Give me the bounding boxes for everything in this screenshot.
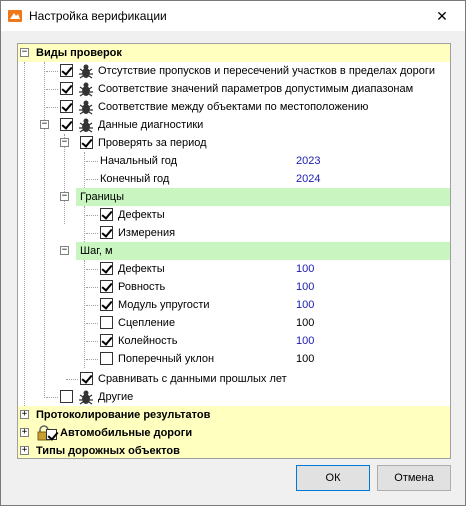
end-year-row[interactable]	[18, 170, 450, 188]
tree-guide-line	[46, 71, 58, 72]
bug-icon	[78, 117, 94, 133]
step-item-value[interactable]: 100	[296, 263, 315, 275]
settings-app-icon	[7, 8, 23, 24]
check-diagnostics-checkbox[interactable]	[60, 118, 73, 131]
close-button[interactable]: ✕	[436, 8, 448, 24]
expand-toggle[interactable]: +	[21, 445, 28, 455]
bounds-measures-checkbox[interactable]	[100, 226, 113, 239]
start-year-label: Начальный год	[100, 155, 178, 167]
bounds-measures-label: Измерения	[118, 227, 176, 239]
collapse-toggle[interactable]: −	[61, 245, 68, 255]
check-location-checkbox[interactable]	[60, 100, 73, 113]
check-period-label: Проверять за период	[98, 137, 207, 149]
check-gaps-label: Отсутствие пропусков и пересечений участков в пределах дороги	[98, 65, 435, 77]
step-item[interactable]	[18, 278, 450, 296]
step-item-checkbox[interactable]	[100, 280, 113, 293]
step-item[interactable]	[18, 332, 450, 350]
collapse-toggle[interactable]: −	[61, 137, 68, 147]
collapse-toggle[interactable]: −	[21, 47, 28, 57]
check-period-checkbox[interactable]	[80, 136, 93, 149]
step-item-checkbox[interactable]	[100, 316, 113, 329]
check-ranges[interactable]	[18, 80, 450, 98]
step-item-checkbox[interactable]	[100, 262, 113, 275]
verification-tree[interactable]	[17, 43, 451, 459]
tree-guide-line	[46, 89, 58, 90]
step-item[interactable]	[18, 296, 450, 314]
bug-icon	[78, 389, 94, 405]
tree-guide-line	[86, 161, 98, 162]
check-other-label: Другие	[98, 391, 134, 403]
check-ranges-label: Соответствие значений параметров допустимым диапазонам	[98, 83, 414, 95]
bounds-defects-checkbox[interactable]	[100, 208, 113, 221]
end-year-value[interactable]: 2024	[296, 173, 321, 185]
step-item-checkbox[interactable]	[100, 334, 113, 347]
step-item-label: Ровность	[118, 281, 166, 293]
group-roads[interactable]	[18, 424, 450, 442]
step-item-label: Поперечный уклон	[118, 353, 215, 365]
group-logging[interactable]	[18, 406, 450, 424]
step-item[interactable]	[18, 260, 450, 278]
tree-guide-line	[86, 359, 98, 360]
check-diagnostics-label: Данные диагностики	[98, 119, 204, 131]
tree-guide-line	[86, 305, 98, 306]
bounds-defects[interactable]	[18, 206, 450, 224]
group-bounds-label: Границы	[80, 191, 124, 203]
window-title: Настройка верификации	[29, 9, 167, 23]
check-compare-label: Сравнивать с данными прошлых лет	[98, 373, 287, 385]
check-compare-checkbox[interactable]	[80, 372, 93, 385]
step-item-checkbox[interactable]	[100, 352, 113, 365]
group-logging-label: Протоколирование результатов	[36, 409, 211, 421]
bug-icon	[78, 63, 94, 79]
check-other-checkbox[interactable]	[60, 390, 73, 403]
check-gaps[interactable]	[18, 62, 450, 80]
step-item[interactable]	[18, 350, 450, 368]
start-year-row[interactable]	[18, 152, 450, 170]
group-object-types-label: Типы дорожных объектов	[36, 445, 180, 457]
check-ranges-checkbox[interactable]	[60, 82, 73, 95]
tree-guide-line	[86, 287, 98, 288]
check-location[interactable]	[18, 98, 450, 116]
check-location-label: Соответствие между объектами по местоположению	[98, 101, 369, 113]
group-step-label: Шаг, м	[80, 245, 113, 257]
step-item-label: Сцепление	[118, 317, 176, 329]
tree-guide-line	[86, 341, 98, 342]
tree-guide-line	[46, 107, 58, 108]
check-compare[interactable]	[18, 370, 450, 388]
cancel-button[interactable]: Отмена	[377, 465, 451, 491]
step-item-value[interactable]: 100	[296, 335, 315, 347]
ok-button[interactable]: ОК	[296, 465, 370, 491]
expand-toggle[interactable]: +	[21, 409, 28, 419]
step-item-value[interactable]: 100	[296, 299, 315, 311]
bug-icon	[78, 99, 94, 115]
step-item-label: Модуль упругости	[118, 299, 210, 311]
step-item-checkbox[interactable]	[100, 298, 113, 311]
tree-guide-line	[86, 179, 98, 180]
check-period[interactable]	[18, 134, 450, 152]
bounds-defects-label: Дефекты	[118, 209, 165, 221]
title-bar	[1, 1, 465, 31]
tree-guide-line	[86, 269, 98, 270]
bug-icon	[78, 81, 94, 97]
tree-guide-line	[86, 215, 98, 216]
end-year-label: Конечный год	[100, 173, 170, 185]
group-step[interactable]	[76, 242, 450, 260]
group-object-types[interactable]	[18, 442, 450, 459]
group-roads-checkbox[interactable]	[46, 429, 57, 440]
step-item-label: Колейность	[118, 335, 178, 347]
step-item-value[interactable]: 100	[296, 317, 315, 329]
group-bounds[interactable]	[76, 188, 450, 206]
tree-guide-line	[66, 379, 78, 380]
step-item-value[interactable]: 100	[296, 281, 315, 293]
step-item[interactable]	[18, 314, 450, 332]
step-item-label: Дефекты	[118, 263, 165, 275]
bounds-measures[interactable]	[18, 224, 450, 242]
tree-guide-line	[46, 397, 58, 398]
group-roads-label: Автомобильные дороги	[60, 427, 193, 439]
collapse-toggle[interactable]: −	[41, 119, 48, 129]
step-item-value[interactable]: 100	[296, 353, 315, 365]
tree-guide-line	[86, 233, 98, 234]
group-checks[interactable]	[18, 44, 450, 62]
tree-guide-line	[86, 323, 98, 324]
expand-toggle[interactable]: +	[21, 427, 28, 437]
group-checks-label: Виды проверок	[36, 47, 122, 59]
check-other[interactable]	[18, 388, 450, 406]
start-year-value[interactable]: 2023	[296, 155, 321, 167]
collapse-toggle[interactable]: −	[61, 191, 68, 201]
check-gaps-checkbox[interactable]	[60, 64, 73, 77]
check-diagnostics[interactable]	[18, 116, 450, 134]
